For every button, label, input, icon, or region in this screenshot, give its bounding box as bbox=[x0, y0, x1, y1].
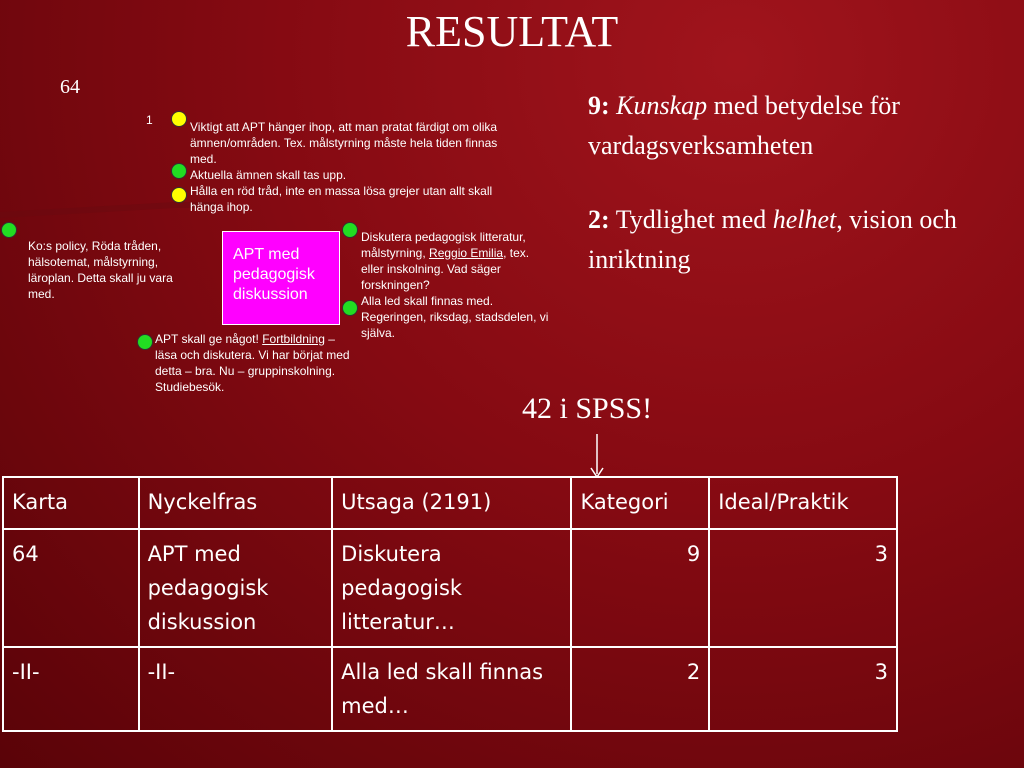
bottom-note-text-2: – läsa och diskutera. Vi har börjat med detta – bra. Nu – gruppinskolning. Studiebesök. bbox=[155, 332, 350, 394]
table-cell: 3 bbox=[709, 647, 897, 731]
top-note-line1: Viktigt att APT hänger ihop, att man pratat färdigt om olika ämnen/områden. Tex. målstyrning måste hela tiden finnas med. bbox=[190, 120, 498, 166]
down-arrow-icon bbox=[588, 434, 608, 478]
green-dot-icon bbox=[1, 222, 17, 238]
spss-label: 42 i SPSS! bbox=[522, 392, 653, 425]
card-number: 64 bbox=[60, 76, 80, 98]
results-table bbox=[2, 476, 898, 732]
yellow-dot-icon bbox=[171, 111, 187, 127]
right-note-line2: Alla led skall finnas med. Regeringen, riksdag, stadsdelen, vi själva. bbox=[361, 294, 549, 340]
column-header: Kategori bbox=[571, 477, 709, 529]
table-cell: 3 bbox=[709, 529, 897, 647]
column-header: Utsaga (2191) bbox=[332, 477, 571, 529]
table-row bbox=[3, 529, 897, 647]
right-note-text: Diskutera pedagogisk litteratur, målstyrning, bbox=[361, 230, 526, 260]
summary-item-1-num: 9: bbox=[588, 91, 610, 120]
yellow-dot-icon bbox=[171, 187, 187, 203]
summary-item-2-rest: , vision och inriktning bbox=[588, 205, 957, 274]
table-cell: 9 bbox=[571, 529, 709, 647]
table-cell: Diskutera pedagogisk litteratur… bbox=[332, 529, 571, 647]
green-dot-icon bbox=[171, 163, 187, 179]
summary-item-2-em: helhet bbox=[772, 205, 837, 234]
right-summary bbox=[588, 86, 1008, 280]
table-cell: 2 bbox=[571, 647, 709, 731]
right-note-text-2: , tex. eller inskolning. Vad säger forskningen? bbox=[361, 246, 530, 292]
green-dot-icon bbox=[342, 300, 358, 316]
column-header: Karta bbox=[3, 477, 139, 529]
table-cell: APT med pedagogisk diskussion bbox=[139, 529, 333, 647]
summary-item-2-num: 2: bbox=[588, 205, 610, 234]
right-note-line1 bbox=[361, 229, 551, 293]
left-note: Ko:s policy, Röda tråden, hälsotemat, målstyrning, läroplan. Detta skall ju vara med. bbox=[28, 239, 173, 301]
summary-item-1-rest: med betydelse för vardagsverksamheten bbox=[588, 91, 900, 160]
green-dot-icon bbox=[137, 334, 153, 350]
table-cell: -II- bbox=[139, 647, 333, 731]
top-number: 1 bbox=[146, 113, 153, 127]
table-cell: -II- bbox=[3, 647, 139, 731]
table-header-row bbox=[3, 477, 897, 529]
top-note bbox=[190, 119, 505, 215]
bottom-note-text: APT skall ge något! bbox=[155, 332, 263, 346]
summary-item-2-pre: Tydlighet med bbox=[609, 205, 773, 234]
slide-title: RESULTAT bbox=[405, 7, 619, 56]
summary-item-2 bbox=[588, 200, 1008, 280]
reggio-emilia-link[interactable]: Reggio Emilia bbox=[429, 246, 504, 260]
column-header: Ideal/Praktik bbox=[709, 477, 897, 529]
top-note-line3: Hålla en röd tråd, inte en massa lösa grejer utan allt skall hänga ihop. bbox=[190, 184, 493, 214]
summary-item-1 bbox=[588, 86, 1008, 166]
table-row bbox=[3, 647, 897, 731]
column-header: Nyckelfras bbox=[139, 477, 333, 529]
center-node: APT med pedagogisk diskussion bbox=[222, 231, 340, 325]
top-note-line2: Aktuella ämnen skall tas upp. bbox=[190, 168, 347, 182]
table-cell: 64 bbox=[3, 529, 139, 647]
summary-item-1-em: Kunskap bbox=[616, 91, 708, 120]
fortbildning-link[interactable]: Fortbildning bbox=[262, 332, 325, 346]
green-dot-icon bbox=[342, 222, 358, 238]
table-cell: Alla led skall finnas med… bbox=[332, 647, 571, 731]
bottom-note bbox=[155, 331, 360, 395]
right-note bbox=[361, 229, 551, 341]
